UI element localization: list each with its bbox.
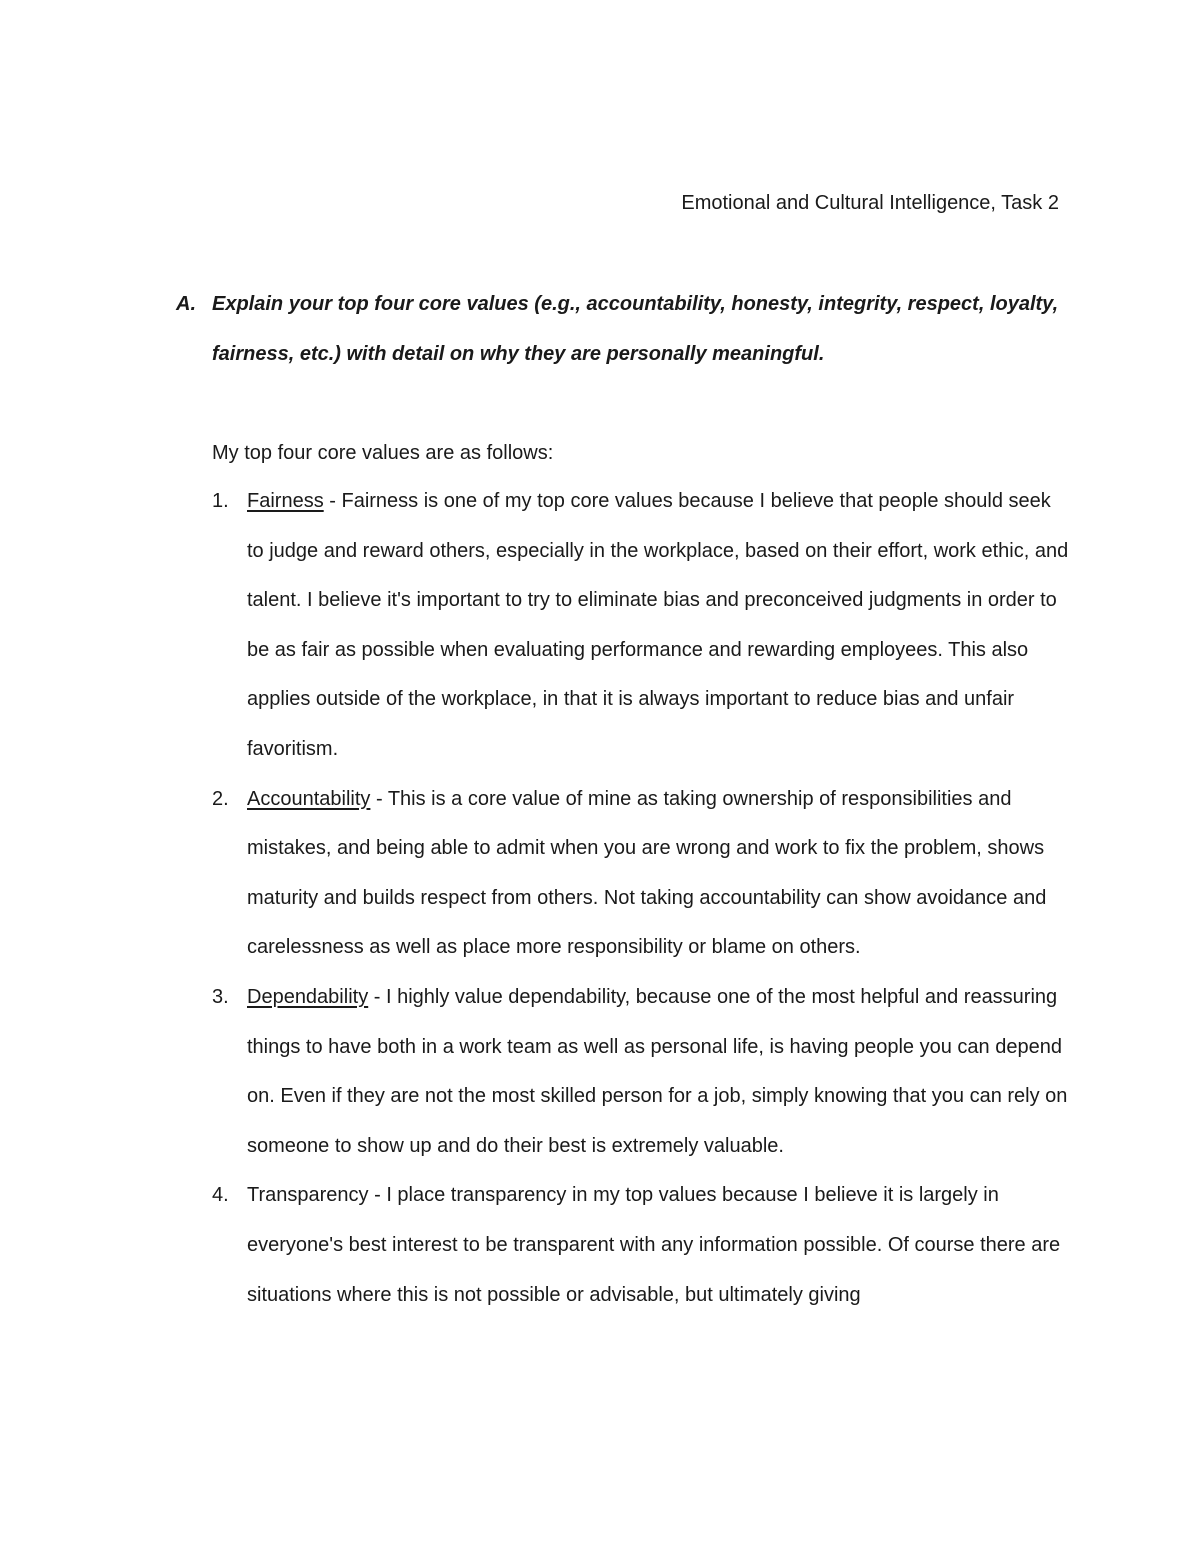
core-values-list [212, 477, 1072, 1320]
value-title: Dependability [247, 985, 369, 1008]
document-header: Emotional and Cultural Intelligence, Task 2 [681, 192, 1059, 214]
list-number: 4. [212, 1184, 229, 1207]
list-item [212, 973, 1072, 1171]
value-title: Accountability [247, 787, 371, 810]
question-text: Explain your top four core values (e.g., accountability, honesty, integrity, respect, loyalty, fairness, etc.) with detail on why they are personally meaningful. [212, 293, 1059, 365]
question-letter: A. [176, 293, 196, 315]
list-item [212, 775, 1072, 973]
list-item [212, 477, 1072, 775]
value-body: - Fairness is one of my top core values because I believe that people should seek to judge and reward others, especially in the workplace, based on their effort, work ethic, and talent. I believe it's important to try to eliminate bias and preconceived judgments in order to be as fair as possible when evaluating performance and rewarding employees. This also applies outside of the workplace, in that it is always important to reduce bias and unfair favoritism. [247, 490, 1069, 760]
value-title: Fairness [247, 490, 324, 512]
value-body: - I highly value dependability, because one of the most helpful and reassuring things to have both in a work team as well as personal life, is having people you can depend on. Even if they are not the most skilled person for a job, simply knowing that you can rely on someone to show up and do their best is extremely valuable. [247, 985, 1068, 1157]
list-number: 3. [212, 985, 229, 1008]
intro-text: My top four core values are as follows: [212, 442, 554, 464]
value-body: - This is a core value of mine as taking ownership of responsibilities and mistakes, and being able to admit when you are wrong and work to fix the problem, shows maturity and builds respect from others. Not taking accountability can show avoidance and carelessness as well as place more responsibility or blame on others. [247, 787, 1047, 959]
list-item [212, 1171, 1072, 1320]
list-number: 1. [212, 490, 229, 512]
list-number: 2. [212, 787, 229, 810]
value-body: - I place transparency in my top values because I believe it is largely in everyone's best interest to be transparent with any information possible. Of course there are situations where this is not possible or advisable, but ultimately giving [247, 1184, 1061, 1306]
question-heading [176, 279, 1076, 379]
value-title: Transparency [247, 1184, 369, 1207]
